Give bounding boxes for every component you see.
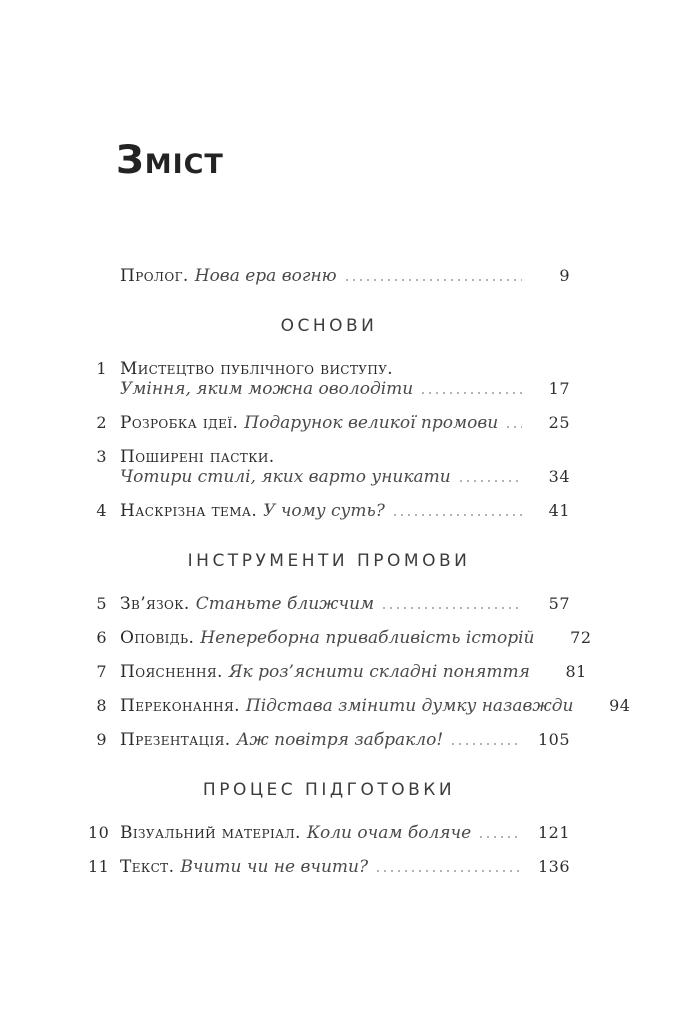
entry-subtitle: Чотири стилі, яких варто уникати [120,467,451,487]
entry-subtitle: Станьте ближчим [195,594,375,614]
toc-entry-4 [88,501,570,521]
toc-entry-2 [88,413,570,433]
entry-label: Пояснення. [120,662,223,682]
entry-subtitle: Аж повітря забракло! [236,730,444,750]
dot-leader [480,836,522,838]
entry-number: 5 [96,594,107,613]
toc-entry-3 [88,447,570,487]
toc-entry-8 [88,696,631,716]
dot-leader [507,426,522,428]
toc-entry-prologue [88,266,570,286]
entry-subtitle: Як роз’яснити складні поняття [228,662,530,682]
entry-page-number: 72 [570,628,592,647]
entry-label: Оповідь. [120,628,195,648]
entry-subtitle: Коли очам боляче [306,823,472,843]
entry-label: Розробка ідеї. [120,413,239,433]
entry-page-number: 41 [548,501,570,520]
toc-entry-6 [88,628,592,648]
toc-list [88,266,631,891]
page-title: Зміст [116,138,224,183]
entry-label: Переконання. [120,696,240,716]
entry-page-number: 25 [548,413,570,432]
entry-label: Презентація. [120,730,231,750]
entry-subtitle: Подарунок великої промови [244,413,499,433]
entry-label: Текст. [120,857,175,877]
entry-subtitle: Непереборна привабливість історій [200,628,535,648]
entry-number: 4 [96,501,107,520]
dot-leader [452,743,522,745]
entry-number: 2 [96,413,107,432]
entry-label: Зв’язок. [120,594,190,614]
toc-entry-10 [88,823,570,843]
entry-number: 8 [96,696,107,715]
entry-number: 3 [96,447,107,466]
entry-page-number: 17 [548,379,570,398]
dot-leader [383,607,522,609]
entry-label: Мистецтво публічного виступу. [120,359,394,379]
entry-label: Наскрізна тема. [120,501,258,521]
entry-number: 11 [88,857,110,876]
toc-entry-5 [88,594,570,614]
entry-page-number: 81 [565,662,587,681]
toc-entry-7 [88,662,587,682]
entry-subtitle: Нова ера вогню [194,266,337,286]
entry-label: Візуальний матеріал. [120,823,301,843]
entry-subtitle: Підстава змінити думку назавжди [245,696,574,716]
entry-number: 9 [96,730,107,749]
toc-entry-1 [88,359,570,399]
entry-page-number: 121 [537,823,570,842]
toc-entry-9 [88,730,570,750]
entry-number: 6 [96,628,107,647]
entry-label: Пролог. [120,266,189,286]
section-heading-osnovy: ОСНОВИ [280,316,378,336]
entry-number: 10 [88,823,110,842]
dot-leader [422,392,522,394]
toc-entry-11 [88,857,570,877]
entry-subtitle: Вчити чи не вчити? [180,857,369,877]
dot-leader [377,870,522,872]
entry-subtitle: У чому суть? [263,501,385,521]
entry-label: Поширені пастки. [120,447,275,467]
dot-leader [460,480,522,482]
entry-subtitle: Уміння, яким можна оволодіти [120,379,414,399]
section-heading-protses-pidhotovky: ПРОЦЕС ПІДГОТОВКИ [202,780,456,800]
entry-number: 1 [96,359,107,378]
dot-leader [394,514,522,516]
entry-page-number: 94 [609,696,631,715]
entry-page-number: 9 [559,266,570,285]
dot-leader [346,279,522,281]
entry-number: 7 [96,662,107,681]
entry-page-number: 57 [548,594,570,613]
entry-page-number: 34 [548,467,570,486]
entry-page-number: 105 [537,730,570,749]
entry-page-number: 136 [537,857,570,876]
section-heading-instrumenty-promovy: ІНСТРУМЕНТИ ПРОМОВИ [187,551,471,571]
